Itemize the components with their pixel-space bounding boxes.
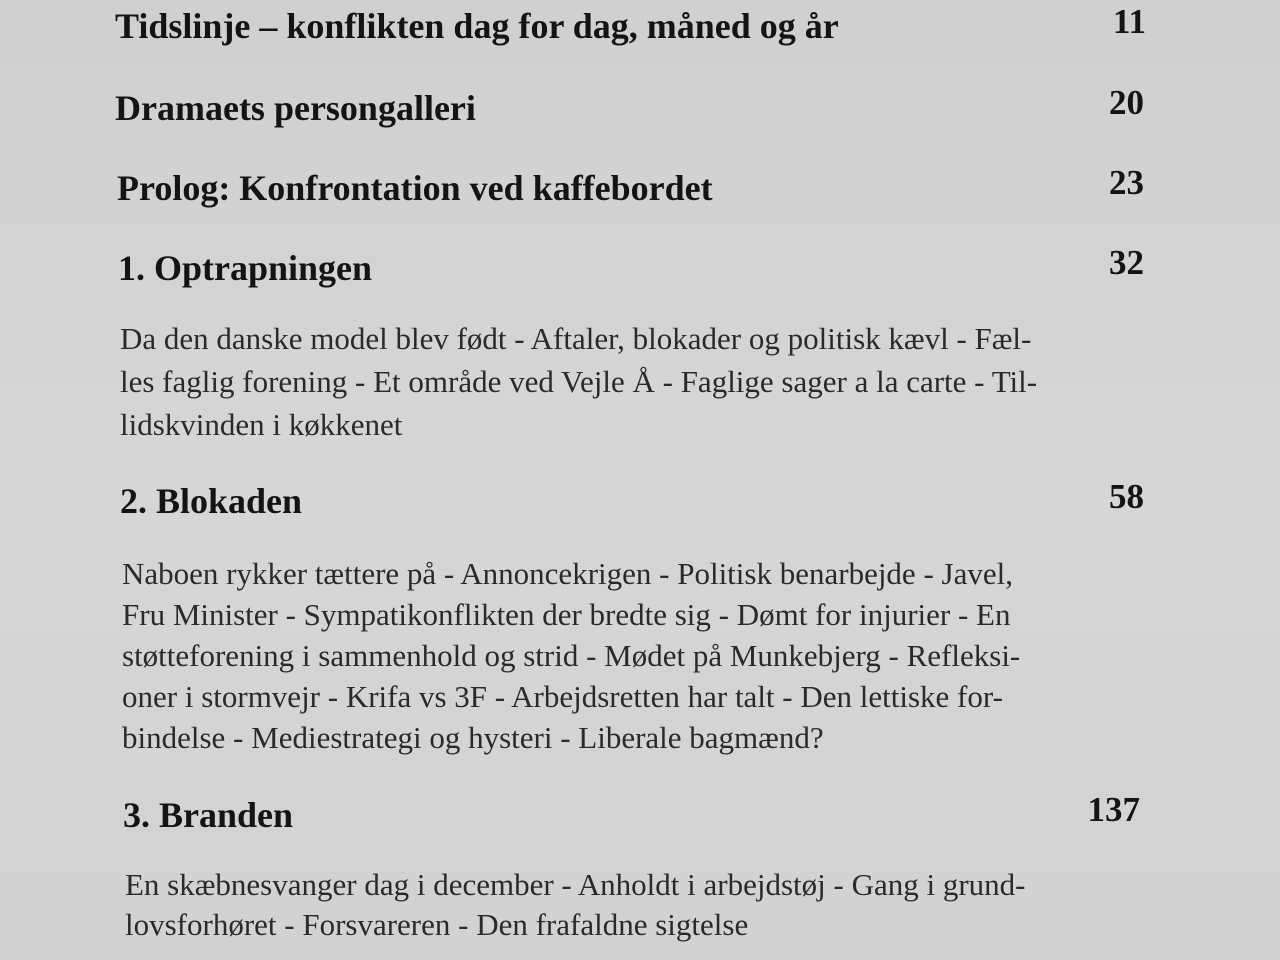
toc-entry-page-number: 11 (1112, 2, 1146, 41)
toc-entry-page-number: 32 (1109, 243, 1144, 282)
toc-entry-title: Prolog: Konfrontation ved kaffebordet (117, 168, 713, 208)
toc-entry-description-line: les faglig forening - Et område ved Vejle Å - Faglige sager a la carte - Til- (120, 364, 1038, 399)
toc-entry-description-line: Da den danske model blev født - Aftaler, blokader og politisk kævl - Fæl- (120, 321, 1032, 356)
toc-entry-description-line: Fru Minister - Sympatikonflikten der bredte sig - Dømt for injurier - En (122, 597, 1011, 632)
toc-entry-description-line: lidskvinden i køkkenet (120, 407, 403, 442)
toc-entry-page-number: 58 (1109, 477, 1144, 516)
toc-entry-description-line: bindelse - Mediestrategi og hysteri - Liberale bagmænd? (122, 720, 824, 755)
toc-entry-description-line: En skæbnesvanger dag i december - Anholdt i arbejdstøj - Gang i grund- (125, 867, 1026, 902)
toc-entry-description-line: oner i stormvejr - Krifa vs 3F - Arbejdsretten har talt - Den lettiske for- (122, 679, 1003, 714)
toc-entry-description-line: støtteforening i sammenhold og strid - Mødet på Munkebjerg - Refleksi- (122, 638, 1021, 673)
toc-entry-description-line: lovsforhøret - Forsvareren - Den frafaldne sigtelse (125, 907, 749, 942)
toc-entry-title: 2. Blokaden (120, 481, 303, 521)
toc-entry-page-number: 20 (1109, 83, 1144, 122)
toc-entry-page-number: 23 (1109, 163, 1144, 202)
toc-entry-title: 1. Optrapningen (118, 248, 373, 288)
toc-entry-description-line: Naboen rykker tættere på - Annoncekrigen - Politisk benarbejde - Javel, (122, 556, 1013, 591)
toc-entry-page-number: 137 (1087, 790, 1140, 829)
toc-entry-title: 3. Branden (123, 795, 294, 835)
toc-entry-title: Dramaets persongalleri (115, 88, 476, 128)
toc-entry-title: Tidslinje – konflikten dag for dag, måned og år (115, 6, 839, 46)
